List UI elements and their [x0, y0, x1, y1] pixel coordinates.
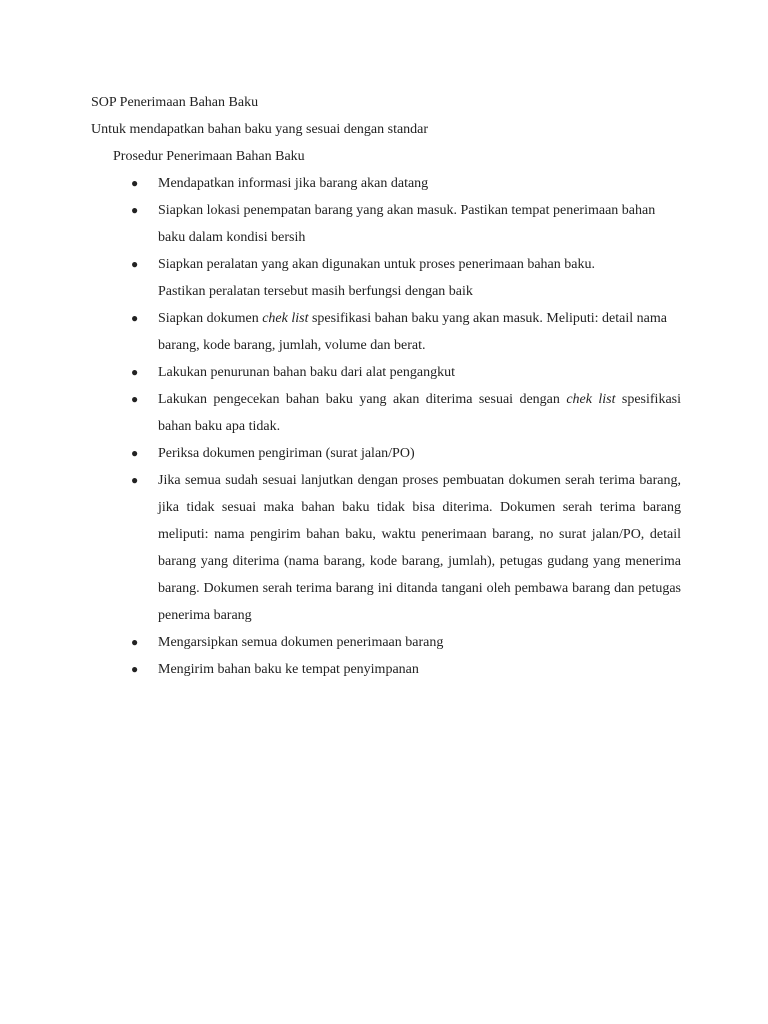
procedure-step-2	[91, 197, 681, 251]
document-body	[91, 89, 681, 683]
step-text: Mengirim bahan baku ke tempat penyimpanan	[158, 662, 419, 677]
document-purpose: Untuk mendapatkan bahan baku yang sesuai dengan standar	[91, 122, 429, 137]
step-text: Mendapatkan informasi jika barang akan datang	[158, 176, 429, 191]
step-text-part: Lakukan pengecekan bahan baku yang akan diterima sesuai dengan	[158, 392, 567, 407]
step-text-emphasis: chek list	[262, 311, 309, 326]
step-text-part: Siapkan dokumen	[158, 311, 263, 326]
step-text: Periksa dokumen pengiriman (surat jalan/PO)	[158, 446, 415, 461]
procedure-step-9	[91, 629, 681, 656]
step-text: Jika semua sudah sesuai lanjutkan dengan proses pembuatan dokumen serah terima barang, jika tidak sesuai maka bahan baku tidak bisa diterima. Dokumen serah terima barang meliputi: nama pengirim bahan baku, waktu penerimaan barang, no surat jalan/PO, detail barang yang diterima (nama barang, kode barang, jumlah), petugas gudang yang menerima barang. Dokumen serah terima barang ini ditanda tangani oleh pembawa barang dan petugas penerima barang	[158, 473, 681, 623]
procedure-step-7	[91, 440, 681, 467]
step-text	[158, 305, 673, 359]
bullet-icon: ●	[131, 203, 139, 217]
bullet-icon: ●	[131, 635, 139, 649]
step-text: Mengarsipkan semua dokumen penerimaan barang	[158, 635, 444, 650]
step-text: Siapkan peralatan yang akan digunakan untuk proses penerimaan bahan baku. Pastikan peralatan tersebut masih berfungsi dengan baik	[158, 257, 595, 299]
bullet-icon: ●	[131, 365, 139, 379]
bullet-icon: ●	[131, 176, 139, 190]
procedure-step-1	[91, 170, 681, 197]
bullet-icon: ●	[131, 311, 139, 325]
step-text-emphasis: chek list	[566, 392, 616, 407]
procedure-step-5	[91, 359, 681, 386]
step-text-part: spesifikasi bahan baku apa tidak.	[158, 392, 681, 434]
bullet-icon: ●	[131, 392, 139, 406]
step-text: Siapkan lokasi penempatan barang yang akan masuk. Pastikan tempat penerimaan bahan baku dalam kondisi bersih	[158, 203, 656, 245]
procedure-step-6	[91, 386, 681, 440]
procedure-step-3	[91, 251, 681, 305]
bullet-icon: ●	[131, 662, 139, 676]
section-heading: Prosedur Penerimaan Bahan Baku	[113, 149, 305, 164]
document-title: SOP Penerimaan Bahan Baku	[91, 95, 259, 110]
procedure-steps-list	[91, 170, 681, 683]
bullet-icon: ●	[131, 473, 139, 487]
bullet-icon: ●	[131, 446, 139, 460]
procedure-step-10	[91, 656, 681, 683]
procedure-step-8	[91, 467, 681, 629]
step-text: Lakukan penurunan bahan baku dari alat pengangkut	[158, 365, 456, 380]
step-text-part: spesifikasi bahan baku yang akan masuk. Meliputi: detail nama barang, kode barang, jumlah, volume dan berat.	[158, 311, 667, 353]
bullet-icon: ●	[131, 257, 139, 271]
procedure-step-4	[91, 305, 681, 359]
step-text	[158, 386, 681, 440]
